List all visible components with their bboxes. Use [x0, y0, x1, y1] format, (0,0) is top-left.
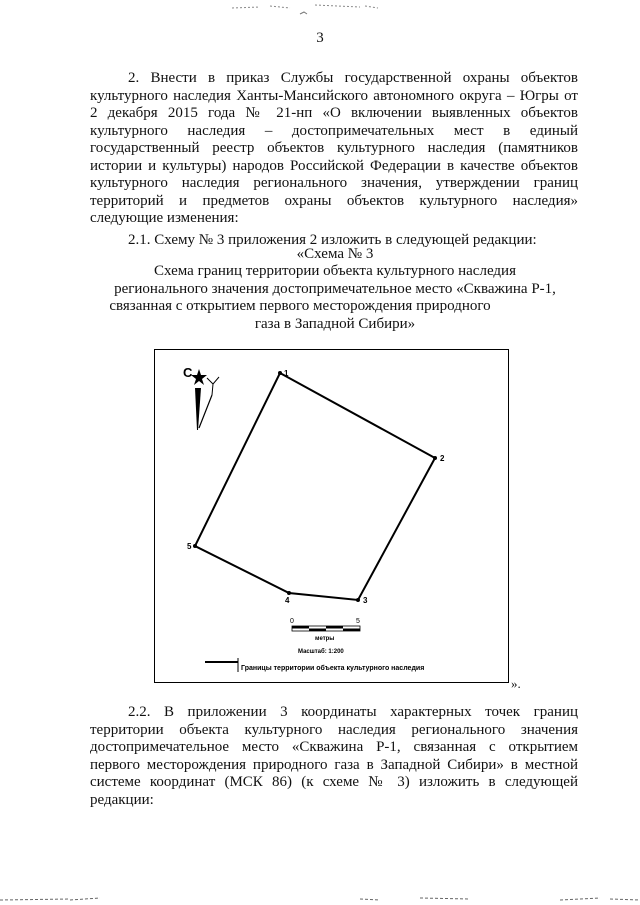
scan-artifact-bottom — [0, 885, 640, 905]
point-label-4: 4 — [285, 596, 290, 605]
legend-text: Границы территории объекта культурного наследия — [241, 665, 425, 672]
paragraph-line: 2. Внести в приказ Службы государственной охраны объектов — [128, 70, 578, 86]
boundary-point — [433, 456, 437, 460]
scale-ratio: Масштаб: 1:200 — [298, 649, 344, 655]
scheme-label: «Схема № 3 — [296, 246, 374, 262]
scan-artifact-top — [230, 2, 380, 16]
page-number: 3 — [316, 30, 324, 46]
paragraph-line: культурного наследия регионального значения, утверждении границ — [90, 175, 578, 191]
north-arrow-icon — [183, 365, 219, 430]
boundary-point — [278, 371, 282, 375]
scheme-title-line: газа в Западной Сибири» — [254, 316, 416, 332]
boundary-point — [287, 591, 291, 595]
point-label-3: 3 — [363, 596, 368, 605]
scheme-figure — [154, 349, 509, 683]
paragraph-line: достопримечательное место «Скважина Р-1, связанная с открытием — [90, 739, 578, 755]
scheme-title-line: Схема границ территории объекта культурного наследия — [154, 263, 516, 279]
paragraph-line: 2.1. Схему № 3 приложения 2 изложить в следующей редакции: — [128, 232, 537, 248]
scale-tick-label: 0 — [290, 618, 294, 625]
paragraph-line: редакции: — [90, 791, 154, 808]
paragraph-line: 2.2. В приложении 3 координаты характерных точек границ — [128, 704, 578, 720]
closing-quote: ». — [511, 676, 521, 691]
point-label-1: 1 — [284, 369, 289, 378]
paragraph-line: территории объекта культурного наследия регионального значения — [90, 721, 578, 738]
paragraph-line: истории и культуры) народов Российской Федерации в качестве объектов — [90, 157, 578, 174]
scale-unit: метры — [315, 636, 335, 642]
paragraph-line: 2 декабря 2015 года № 21-нп «О включении выявленных объектов — [90, 105, 578, 121]
scheme-title-line: связанная с открытием первого месторождения природного — [109, 298, 491, 314]
point-label-5: 5 — [187, 542, 192, 551]
scheme-title-line: регионального значения достопримечательное место «Скважина Р-1, — [114, 281, 556, 297]
paragraph-line: государственный реестр объектов культурного наследия (памятников — [90, 140, 578, 156]
scale-bar — [290, 618, 360, 655]
paragraph-line: территорий и предметов охраны объектов культурного наследия» — [90, 192, 578, 209]
paragraph-line: культурного наследия Ханты-Мансийского автономного округа – Югры от — [90, 87, 578, 104]
territory-boundary — [195, 373, 435, 600]
boundary-point — [356, 598, 360, 602]
north-letter: С — [183, 365, 193, 380]
scale-tick-label: 5 — [356, 618, 360, 625]
boundary-point — [193, 544, 197, 548]
point-label-2: 2 — [440, 454, 445, 463]
paragraph-2 — [90, 70, 578, 228]
paragraph-line: культурного наследия – достопримечательных мест в единый — [90, 122, 578, 139]
paragraph-line: системе координат (МСК 86) (к схеме № 3) изложить в следующей — [90, 774, 578, 790]
paragraph-2-2 — [90, 704, 578, 809]
paragraph-line: следующие изменения: — [90, 210, 239, 226]
legend — [205, 658, 424, 672]
boundary-scheme — [155, 350, 508, 682]
paragraph-line: первого месторождения природного газа в Западной Сибири» в местной — [90, 756, 578, 773]
